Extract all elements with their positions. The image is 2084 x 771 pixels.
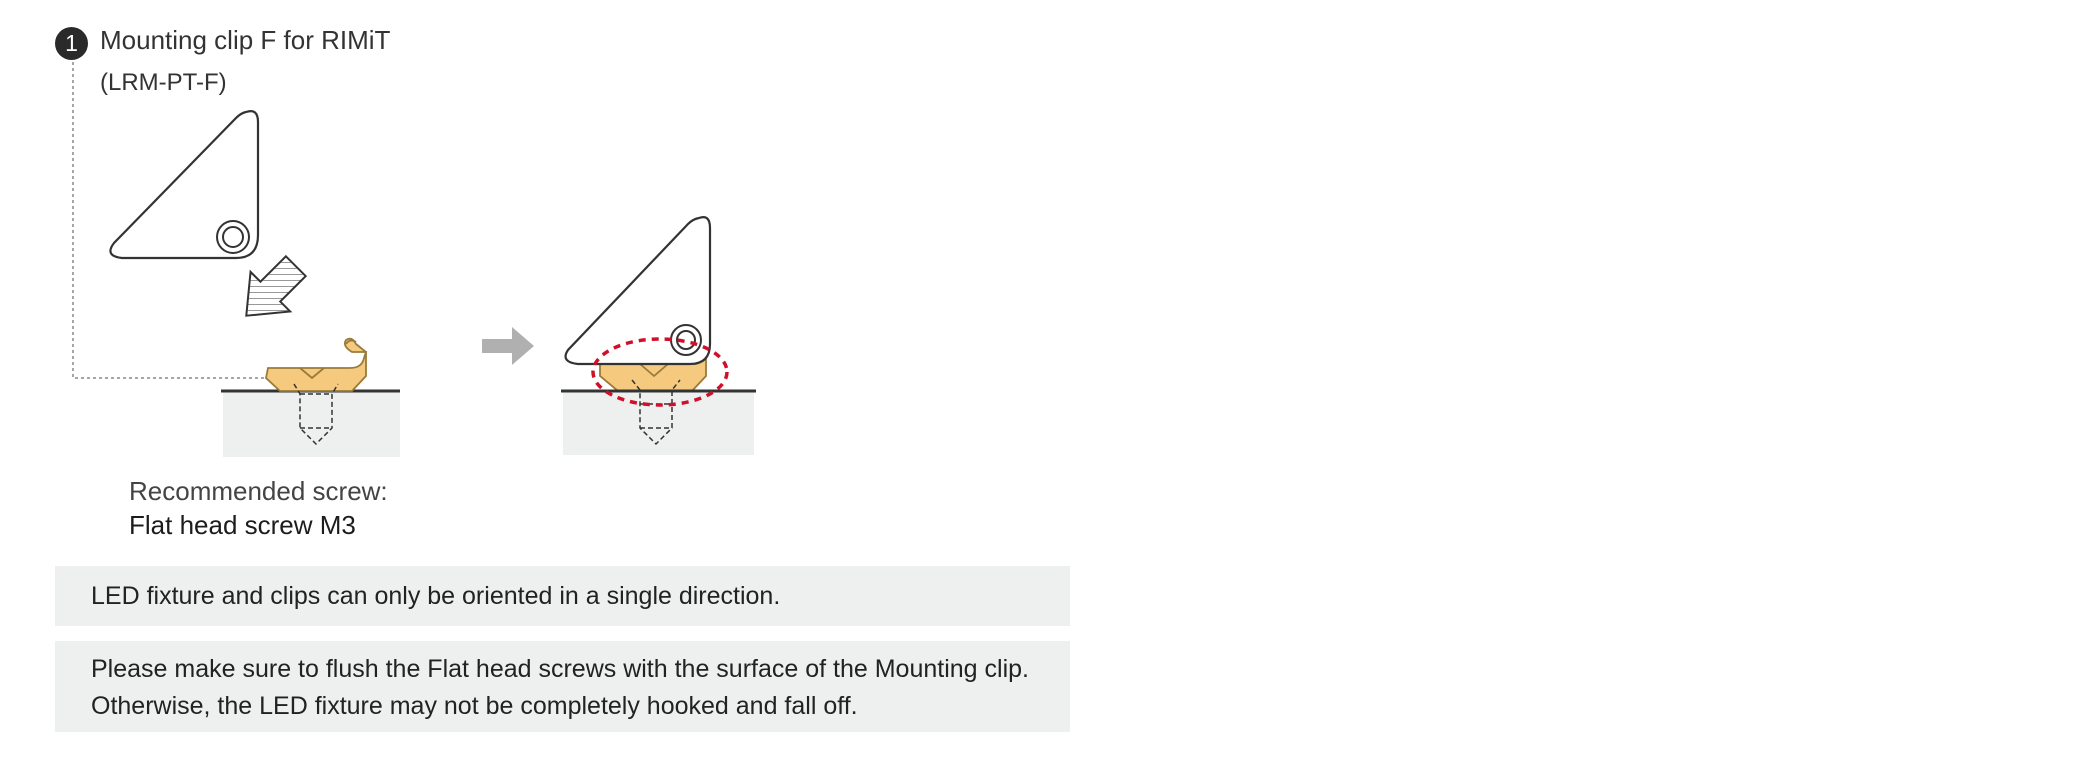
note-orientation-text: LED fixture and clips can only be oriented in a single direction.: [91, 582, 781, 610]
part-code: (LRM-PT-F): [100, 69, 227, 96]
recommended-screw-value: Flat head screw M3: [129, 510, 356, 540]
note-orientation: [55, 566, 1070, 626]
recommended-screw-label: Recommended screw:: [129, 476, 388, 506]
next-step-arrow-icon: [482, 327, 534, 365]
step-title: Mounting clip F for RIMiT: [100, 25, 391, 55]
surface-block-left: [223, 391, 400, 457]
surface-block-right: [563, 391, 754, 455]
insert-arrow-icon: [227, 246, 316, 335]
note-flush-screws: [55, 641, 1070, 732]
step-number-badge: 1: [55, 27, 88, 60]
note-flush-line-1: Please make sure to flush the Flat head screws with the surface of the Mounting clip.: [91, 655, 1029, 683]
mounting-clip-left: [266, 339, 366, 391]
led-fixture-left: [110, 111, 258, 258]
led-fixture-right: [566, 217, 710, 364]
note-flush-line-2: Otherwise, the LED fixture may not be completely hooked and fall off.: [91, 692, 858, 720]
